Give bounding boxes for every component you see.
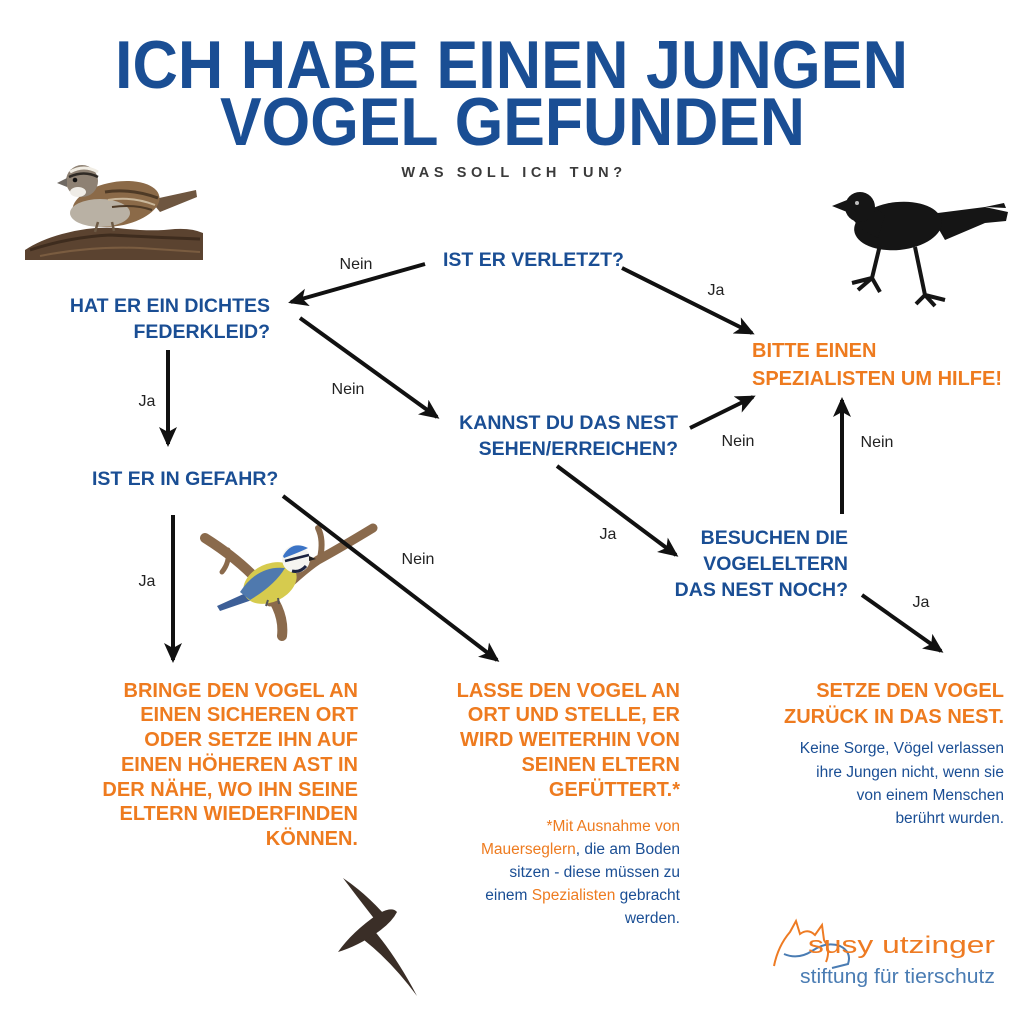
- footnote-line: [485, 887, 680, 904]
- node-line: DAS NEST NOCH?: [674, 579, 848, 601]
- node-line: IST ER IN GEFAHR?: [92, 468, 279, 490]
- node-line: SEHEN/ERREICHEN?: [478, 438, 678, 460]
- footnote-highlight: Spezialisten: [531, 887, 616, 904]
- footnote-text: sitzen - diese müssen zu: [509, 864, 680, 881]
- node-line: FEDERKLEID?: [133, 321, 270, 343]
- note-line: berührt wurden.: [895, 810, 1004, 827]
- note-line: Keine Sorge, Vögel verlassen: [799, 740, 1004, 757]
- footnote-highlight: *Mit Ausnahme von: [546, 818, 680, 835]
- logo-name: susy utzinger: [808, 932, 995, 959]
- footnote-text: , die am Boden: [575, 841, 680, 858]
- footnote-line: [624, 910, 680, 927]
- edge-label-nest-sehen-nein: Nein: [721, 433, 755, 450]
- title-line-1: ICH HABE EINEN JUNGEN: [115, 27, 908, 103]
- node-line: BESUCHEN DIE: [700, 527, 848, 549]
- edge-label-federkleid-nein: Nein: [331, 381, 365, 398]
- edge-label-gefahr-ja: Ja: [138, 573, 156, 590]
- note-line: von einem Menschen: [856, 787, 1004, 804]
- footnote-text: gebracht: [615, 887, 680, 904]
- footnote-line: [546, 818, 680, 835]
- outcome-line: DER NÄHE, WO IHN SEINE: [102, 779, 358, 801]
- node-line: VOGELELTERN: [703, 553, 848, 575]
- outcome-line: ELTERN WIEDERFINDEN: [119, 803, 358, 825]
- outcome-sicherer-ort: [102, 680, 358, 850]
- note-line: ihre Jungen nicht, wenn sie: [816, 764, 1004, 781]
- edge-label-gefahr-nein: Nein: [401, 551, 435, 568]
- outcome-line: BRINGE DEN VOGEL AN: [123, 680, 358, 702]
- outcome-line: SPEZIALISTEN UM HILFE!: [752, 368, 1002, 390]
- node-gefahr: [92, 468, 278, 490]
- footnote-line: [509, 864, 680, 881]
- outcome-line: KÖNNEN.: [265, 828, 358, 850]
- title-line-2: VOGEL GEFUNDEN: [220, 84, 805, 160]
- footnote-highlight: Mauerseglern: [480, 841, 576, 858]
- foundation-logo: [774, 921, 995, 988]
- outcome-line: ODER SETZE IHN AUF: [144, 729, 358, 751]
- outcome-line: BITTE EINEN: [752, 340, 877, 362]
- outcome-line: GEFÜTTERT.*: [548, 779, 680, 801]
- edge-label-eltern-besuchen-ja: Ja: [912, 594, 930, 611]
- edge-label-eltern-besuchen-nein: Nein: [860, 434, 894, 451]
- outcome-line: SEINEN ELTERN: [521, 754, 680, 776]
- node-line: KANNST DU DAS NEST: [459, 412, 678, 434]
- footnote-text: einem: [485, 887, 532, 904]
- outcome-line: WIRD WEITERHIN VON: [460, 729, 680, 751]
- outcome-line: SETZE DEN VOGEL: [816, 680, 1004, 702]
- edge-label-federkleid-ja: Ja: [138, 393, 156, 410]
- logo-tagline: stiftung für tierschutz: [800, 966, 995, 988]
- outcome-line: LASSE DEN VOGEL AN: [456, 680, 680, 702]
- footnote-line: [481, 841, 680, 858]
- outcome-line: EINEN HÖHEREN AST IN: [120, 754, 358, 776]
- outcome-line: EINEN SICHEREN ORT: [140, 704, 358, 726]
- edge-label-verletzt-ja: Ja: [707, 282, 725, 299]
- edge-label-nest-sehen-ja: Ja: [599, 526, 617, 543]
- footnote-text: werden.: [624, 910, 680, 927]
- node-verletzt: [443, 249, 624, 271]
- node-line: IST ER VERLETZT?: [443, 249, 624, 271]
- outcome-line: ORT UND STELLE, ER: [467, 704, 680, 726]
- outcome-line: ZURÜCK IN DAS NEST.: [783, 706, 1004, 728]
- subtitle: WAS SOLL ICH TUN?: [401, 165, 627, 181]
- edge-label-verletzt-nein: Nein: [339, 256, 373, 273]
- node-line: HAT ER EIN DICHTES: [69, 295, 270, 317]
